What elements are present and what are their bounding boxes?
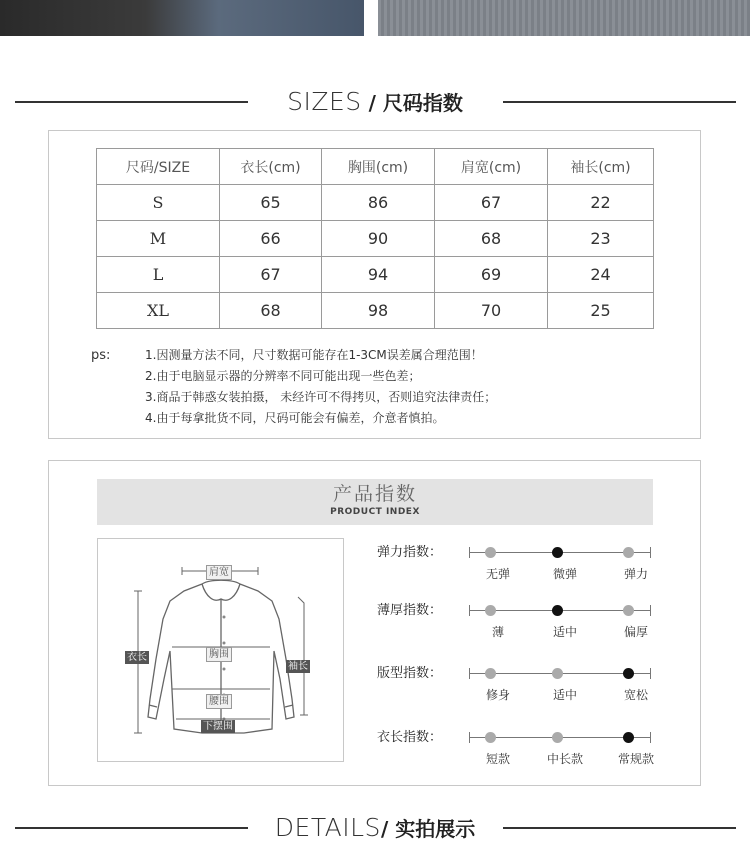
table-cell: 86	[322, 185, 435, 221]
index-option: 宽松	[623, 688, 648, 702]
thickness-index-row	[377, 601, 657, 641]
product-index-banner	[97, 479, 653, 525]
index-name: 衣长指数：	[377, 730, 443, 745]
sizes-heading-en: SIZES	[287, 87, 362, 116]
index-option: 适中	[552, 688, 577, 702]
size-cell: S	[97, 185, 220, 221]
index-scale	[469, 728, 651, 748]
table-cell: 67	[435, 185, 548, 221]
sizes-heading-cn: 尺码指数	[382, 91, 463, 115]
size-table-header: 尺码/SIZE	[97, 149, 220, 185]
details-heading-cn: 实拍展示	[395, 817, 476, 841]
note-item: 1.因测量方法不同，尺寸数据可能存在1-3CM误差属合理范围！	[145, 348, 483, 362]
details-heading-en: DETAILS	[274, 813, 381, 842]
details-heading-sep: /	[380, 817, 396, 841]
scale-dot	[485, 547, 496, 558]
elasticity-index-row	[377, 543, 657, 583]
table-row	[97, 221, 654, 257]
note-item: 2.由于电脑显示器的分辨率不同可能出现一些色差；	[145, 369, 421, 383]
index-scale	[469, 664, 651, 684]
product-index-title-cn: 产品指数	[332, 483, 417, 505]
note-item: 4.由于每拿批货不同，尺码可能会有偏差，介意者慎拍。	[145, 411, 445, 425]
diagram-label-waist: 腰围	[206, 694, 232, 709]
index-option: 偏厚	[623, 625, 648, 639]
sizes-heading-sep: /	[361, 91, 383, 115]
size-table-header: 肩宽(cm)	[435, 149, 548, 185]
index-option: 中长款	[546, 752, 583, 766]
size-table-header: 袖长(cm)	[548, 149, 654, 185]
diagram-label-hem: 下摆围	[203, 721, 233, 732]
product-photo-right	[378, 0, 750, 36]
size-cell: L	[97, 257, 220, 293]
index-option: 常规款	[617, 752, 654, 766]
size-cell: XL	[97, 293, 220, 329]
table-cell: 22	[548, 185, 654, 221]
scale-dot	[485, 732, 496, 743]
scale-dot-selected	[623, 668, 634, 679]
notes-list	[145, 345, 496, 429]
table-cell: 24	[548, 257, 654, 293]
scale-cap	[469, 547, 470, 558]
scale-dot	[485, 668, 496, 679]
index-name: 弹力指数：	[377, 545, 443, 560]
details-heading	[0, 808, 750, 848]
scale-cap	[650, 605, 651, 616]
index-scale	[469, 601, 651, 621]
size-table-header: 胸围(cm)	[322, 149, 435, 185]
index-option: 微弹	[552, 567, 577, 581]
table-cell: 67	[220, 257, 322, 293]
diagram-label-sleeve: 袖长	[288, 661, 308, 672]
scale-cap	[469, 668, 470, 679]
table-cell: 68	[220, 293, 322, 329]
details-heading-text	[0, 808, 750, 851]
diagram-label-length: 衣长	[127, 652, 147, 663]
size-cell: M	[97, 221, 220, 257]
garment-diagram	[97, 538, 344, 762]
product-index-title-en: PRODUCT INDEX	[330, 507, 420, 517]
product-photo-left	[0, 0, 364, 36]
table-cell: 66	[220, 221, 322, 257]
scale-dot-selected	[552, 605, 563, 616]
index-option: 适中	[552, 625, 577, 639]
index-option: 修身	[485, 688, 510, 702]
length-index-row	[377, 728, 657, 768]
note-item: 3.商品于韩惑女装拍摄， 未经许可不得拷贝，否则追究法律责任；	[145, 390, 497, 404]
product-index-panel	[48, 460, 701, 786]
table-cell: 23	[548, 221, 654, 257]
index-option: 短款	[485, 752, 510, 766]
table-cell: 98	[322, 293, 435, 329]
table-cell: 69	[435, 257, 548, 293]
table-cell: 25	[548, 293, 654, 329]
size-table-header: 衣长(cm)	[220, 149, 322, 185]
table-cell: 90	[322, 221, 435, 257]
scale-cap	[650, 547, 651, 558]
table-cell: 70	[435, 293, 548, 329]
table-cell: 65	[220, 185, 322, 221]
fit-index-row	[377, 664, 657, 704]
scale-dot-selected	[552, 547, 563, 558]
size-table-header-row	[97, 149, 654, 185]
scale-cap	[650, 732, 651, 743]
scale-cap	[469, 605, 470, 616]
table-row	[97, 185, 654, 221]
table-row	[97, 257, 654, 293]
scale-dot	[623, 605, 634, 616]
index-option: 弹力	[623, 567, 648, 581]
scale-dot	[485, 605, 496, 616]
notes-prefix: ps:	[91, 348, 111, 363]
diagram-label-chest: 胸围	[206, 647, 232, 662]
size-chart-panel	[48, 130, 701, 439]
table-cell: 94	[322, 257, 435, 293]
scale-cap	[650, 668, 651, 679]
index-option: 薄	[491, 625, 504, 639]
table-row	[97, 293, 654, 329]
sizes-heading-text	[0, 82, 750, 125]
scale-dot-selected	[623, 732, 634, 743]
index-scale	[469, 543, 651, 563]
scale-dot	[552, 732, 563, 743]
product-photo-strip	[0, 0, 750, 36]
diagram-label-shoulder: 肩宽	[206, 565, 232, 580]
index-name: 薄厚指数：	[377, 603, 443, 618]
table-cell: 68	[435, 221, 548, 257]
index-name: 版型指数：	[377, 666, 443, 681]
index-option: 无弹	[485, 567, 510, 581]
scale-cap	[469, 732, 470, 743]
scale-dot	[552, 668, 563, 679]
scale-dot	[623, 547, 634, 558]
sizes-heading	[0, 82, 750, 122]
size-table	[96, 148, 654, 329]
